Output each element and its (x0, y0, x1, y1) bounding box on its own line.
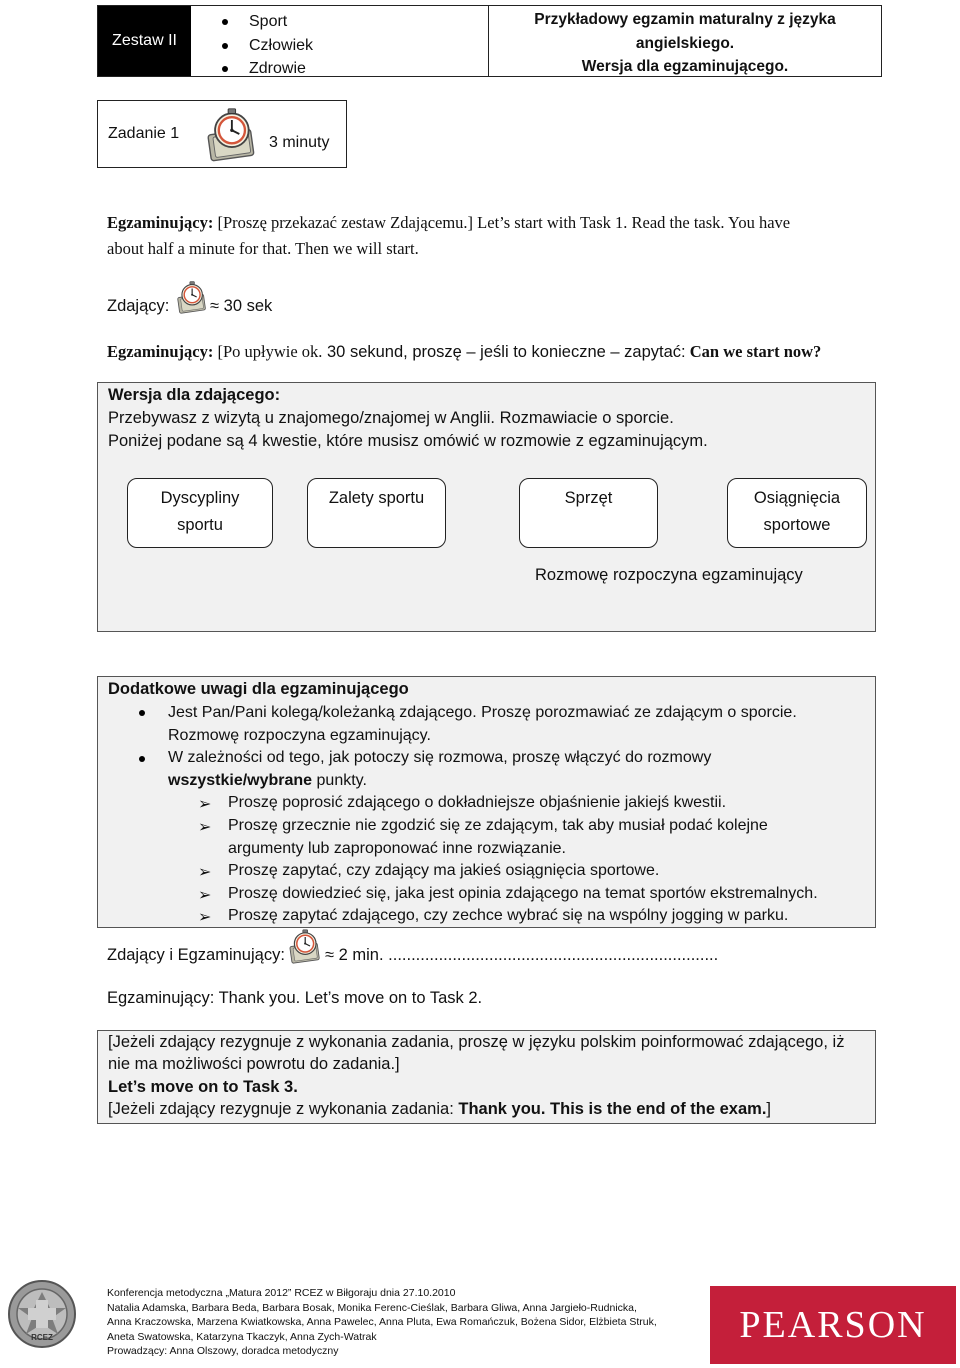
student-version-heading: Wersja dla zdającego: (108, 386, 281, 404)
suggestion-line: Proszę poprosić zdającego o dokładniejsze objaśnienie jakiejś kwestii. (228, 794, 727, 811)
examiner-thanks: Egzaminujący: Thank you. Let’s move on to Task 2. (107, 989, 483, 1007)
resignation-text: [Jeżeli zdający rezygnuje z wykonania zadania: (108, 1100, 459, 1118)
clock-icon (286, 928, 322, 964)
bullet-icon (139, 710, 145, 716)
document-title (489, 6, 881, 76)
resignation-line: nie ma możliwości powrotu do zadania.] (108, 1055, 400, 1073)
note-text: punkty. (312, 772, 367, 789)
topic-item: Człowiek (249, 34, 488, 58)
examiner-notes-box (97, 676, 876, 928)
suggestion-line: Proszę dowiedzieć się, jaka jest opinia zdającego na temat sportów ekstremalnych. (228, 885, 818, 902)
examiner-after (107, 339, 821, 365)
pearson-logo (710, 1286, 956, 1364)
rcez-logo (6, 1278, 78, 1350)
bullet-icon (139, 756, 145, 762)
speaker-label: Egzaminujący: (107, 342, 214, 361)
title-line: angielskiego. (635, 34, 735, 52)
topic-card-text: Dyscypliny (160, 489, 240, 507)
note-line: W zależności od tego, jak potoczy się rozmowa, proszę włączyć do rozmowy (168, 749, 712, 766)
student-version-box (97, 382, 876, 632)
arrow-bullet-icon: ➢ (198, 819, 212, 836)
suggestion-line: Proszę zapytać, czy zdający ma jakieś osiągnięcia sportowe. (228, 862, 660, 879)
arrow-bullet-icon: ➢ (198, 887, 212, 904)
arrow-bullet-icon: ➢ (198, 909, 212, 926)
student-version-line: Poniżej podane są 4 kwestie, które musisz omówić w rozmowie z egzaminującym. (108, 432, 708, 450)
end-exam-text: Thank you. This is the end of the exam. (458, 1100, 767, 1118)
topic-card-equipment (519, 478, 658, 548)
footer-line: Prowadzący: Anna Olszowy, doradca metodyczny (107, 1345, 339, 1357)
clock-icon (174, 280, 208, 314)
footer-line: Aneta Swatowska, Katarzyna Tkaczyk, Anna Zych-Watrak (107, 1330, 377, 1343)
task-label: Zadanie 1 (108, 125, 180, 142)
intro-text: about half a minute for that. Then we will start. (107, 239, 419, 258)
resignation-text: ] (766, 1100, 772, 1118)
topic-card-text: sportu (177, 516, 223, 534)
note-line: Rozmowę rozpoczyna egzaminujący. (168, 727, 431, 744)
prep-time: ≈ 30 sek (210, 297, 273, 315)
pearson-logo-text: PEARSON (739, 1304, 927, 1346)
after-text: 30 sekund, proszę – jeśli to konieczne – zapytać: (322, 343, 686, 361)
topic-card-text: Osiągnięcia (753, 489, 841, 507)
suggestion-line: Proszę grzecznie nie zgodzić się ze zdającym, tak aby musiał podać kolejne (228, 817, 768, 834)
topic-card-achievements (727, 478, 867, 548)
topic-card-text: Sprzęt (564, 489, 613, 507)
topic-item: Sport (249, 10, 488, 34)
speaker-label: Egzaminujący: (107, 213, 214, 232)
prep-speaker: Zdający: (107, 297, 170, 315)
topic-card-text: sportowe (763, 516, 831, 534)
resignation-line: [Jeżeli zdający rezygnuje z wykonania zadania, proszę w języku polskim poinformować zdającego, iż (108, 1033, 845, 1051)
resignation-box (97, 1030, 876, 1124)
footer-line: Anna Kraczowska, Marzena Kwiatkowska, Anna Pawelec, Anna Pluta, Ewa Romańczuk, Bożena Sidor, Elżbieta Struk, (107, 1316, 657, 1328)
topics-cell (191, 6, 489, 76)
rcez-logo-text: RCEZ (31, 1333, 53, 1342)
task-time: 3 minuty (269, 134, 330, 151)
question-text: Can we start now? (685, 342, 822, 361)
task-box (97, 100, 347, 168)
note-line (168, 772, 367, 790)
header-table (97, 5, 882, 77)
resignation-line (108, 1100, 771, 1119)
suggestion-line: argumenty lub zaproponować inne rozwiązanie. (228, 840, 566, 857)
footer-line: Natalia Adamska, Barbara Beda, Barbara Bosak, Monika Ferenc-Cieślak, Barbara Gliwa, Anna Jargieło-Rudnicka, (107, 1301, 637, 1314)
intro-text: [Proszę przekazać zestaw Zdającemu.] Let’s start with Task 1. Read the task. You have (213, 213, 791, 232)
conversation-label: Zdający i Egzaminujący: (107, 946, 285, 964)
footer-line: Konferencja metodyczna „Matura 2012” RCEZ w Biłgoraju dnia 27.10.2010 (107, 1287, 456, 1299)
examiner-notes-heading: Dodatkowe uwagi dla egzaminującego (108, 680, 409, 698)
conversation-time: ≈ 2 min. ........................................................................ (325, 946, 719, 964)
arrow-bullet-icon: ➢ (198, 864, 212, 881)
student-version-line: Przebywasz z wizytą u znajomego/znajomej w Anglii. Rozmawiacie o sporcie. (108, 409, 674, 427)
topic-card-benefits (307, 478, 446, 548)
set-label: Zestaw II (98, 6, 191, 76)
suggestion-line: Proszę zapytać zdającego, czy zechce wybrać się na wspólny jogging w parku. (228, 907, 789, 924)
note-bold: wszystkie/wybrane (168, 772, 313, 789)
title-line: Wersja dla egzaminującego. (581, 58, 789, 75)
after-text: [Po upływie ok. (213, 342, 323, 361)
footer-credits (107, 1286, 657, 1359)
topic-card-text: Zalety sportu (328, 489, 425, 507)
examiner-intro (107, 210, 887, 262)
title-line: Przykładowy egzamin maturalny z języka (534, 11, 836, 28)
arrow-bullet-icon: ➢ (198, 796, 212, 813)
clock-icon (202, 105, 258, 163)
note-line: Jest Pan/Pani kolegą/koleżanką zdającego. Proszę porozmawiać ze zdającym o sporcie. (168, 704, 797, 721)
topic-card-disciplines (127, 478, 273, 548)
next-task-line: Let’s move on to Task 3. (108, 1078, 298, 1096)
topics-list (191, 6, 488, 81)
conversation-starter-note: Rozmowę rozpoczyna egzaminujący (535, 566, 803, 584)
topic-item: Zdrowie (249, 57, 488, 81)
